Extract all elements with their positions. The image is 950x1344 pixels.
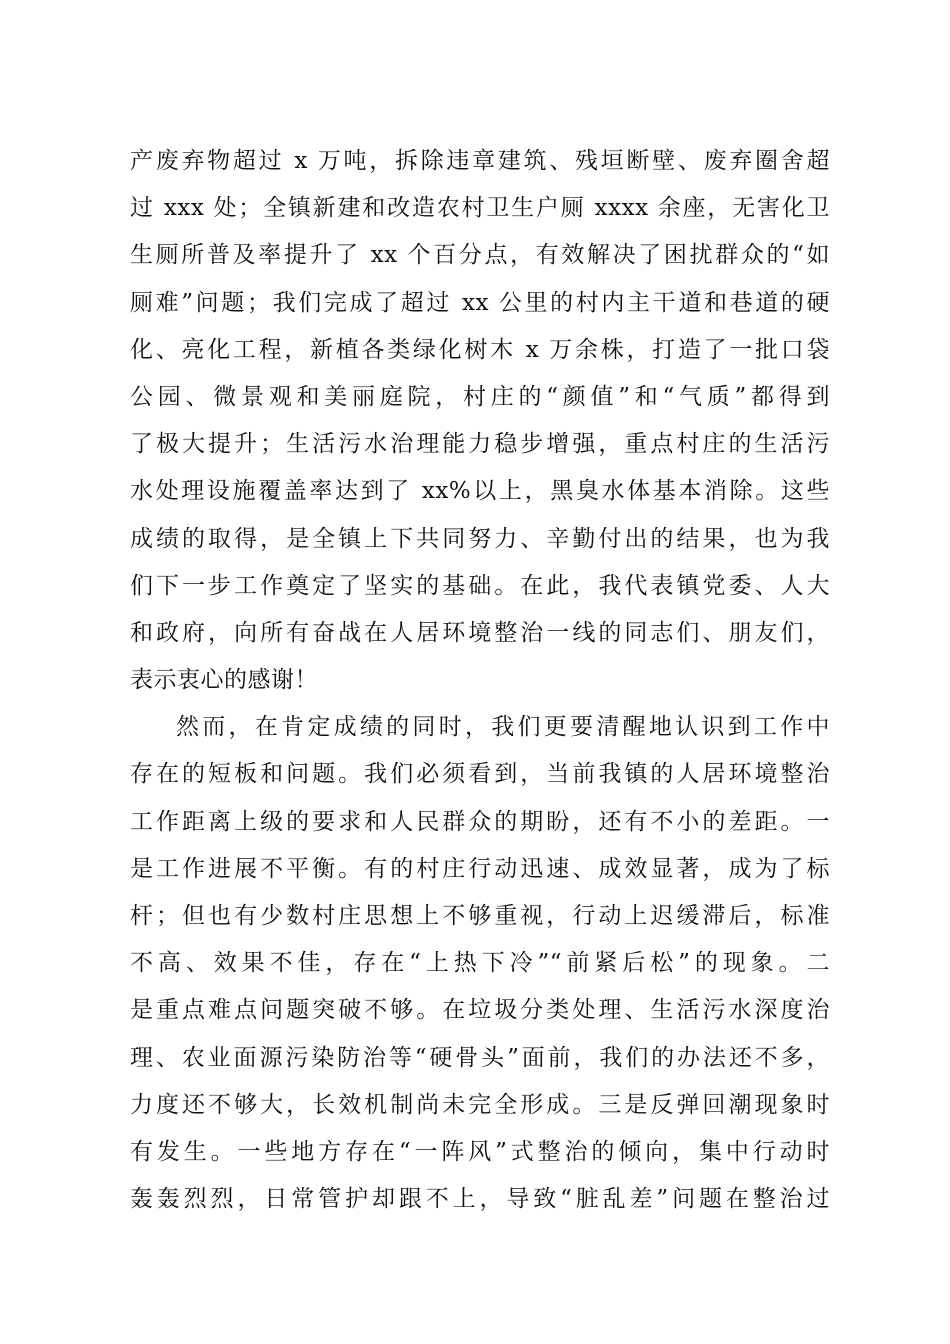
text-line: 工作距离上级的要求和人民群众的期盼，还有不小的差距。一 [130, 808, 830, 835]
text-line: 是工作进展不平衡。有的村庄行动迅速、成效显著，成为了标 [130, 855, 830, 882]
body-text [130, 138, 830, 1223]
paragraph-achievements [130, 138, 830, 704]
text-line: 公园、微景观和美丽庭院，村庄的“颜值”和“气质”都得到 [130, 383, 830, 410]
paragraph-problems [130, 704, 830, 1223]
text-line: 生厕所普及率提升了 xx 个百分点，有效解决了困扰群众的“如 [130, 242, 830, 269]
text-line: 存在的短板和问题。我们必须看到，当前我镇的人居环境整治 [130, 761, 830, 788]
text-line: 不高、效果不佳，存在“上热下冷”“前紧后松”的现象。二 [130, 950, 830, 977]
text-line: 理、农业面源污染防治等“硬骨头”面前，我们的办法还不多， [130, 1044, 830, 1071]
text-line: 力度还不够大，长效机制尚未完全形成。三是反弹回潮现象时 [130, 1091, 830, 1118]
text-line: 水处理设施覆盖率达到了 xx%以上，黑臭水体基本消除。这些 [130, 478, 830, 505]
text-line: 有发生。一些地方存在“一阵风”式整治的倾向，集中行动时 [130, 1138, 830, 1165]
text-line: 化、亮化工程，新植各类绿化树木 x 万余株，打造了一批口袋 [130, 336, 830, 363]
text-line: 成绩的取得，是全镇上下共同努力、辛勤付出的结果，也为我 [130, 525, 830, 552]
text-line: 了极大提升；生活污水治理能力稳步增强，重点村庄的生活污 [130, 431, 830, 458]
text-line: 杆；但也有少数村庄思想上不够重视，行动上迟缓滞后，标准 [130, 903, 830, 929]
text-line: 表示衷心的感谢！ [130, 667, 318, 694]
text-line: 然而，在肯定成绩的同时，我们更要清醒地认识到工作中 [176, 714, 830, 741]
text-line: 们下一步工作奠定了坚实的基础。在此，我代表镇党委、人大 [130, 572, 830, 599]
text-line: 过 xxx 处；全镇新建和改造农村卫生户厕 xxxx 余座，无害化卫 [130, 195, 830, 222]
text-line: 是重点难点问题突破不够。在垃圾分类处理、生活污水深度治 [130, 997, 830, 1024]
text-line: 和政府，向所有奋战在人居环境整治一线的同志们、朋友们， [130, 619, 830, 646]
text-line: 厕难”问题；我们完成了超过 xx 公里的村内主干道和巷道的硬 [130, 289, 830, 316]
text-line: 产废弃物超过 x 万吨，拆除违章建筑、残垣断壁、废弃圈舍超 [130, 148, 830, 174]
text-line: 轰轰烈烈，日常管护却跟不上，导致“脏乱差”问题在整治过 [130, 1186, 830, 1213]
